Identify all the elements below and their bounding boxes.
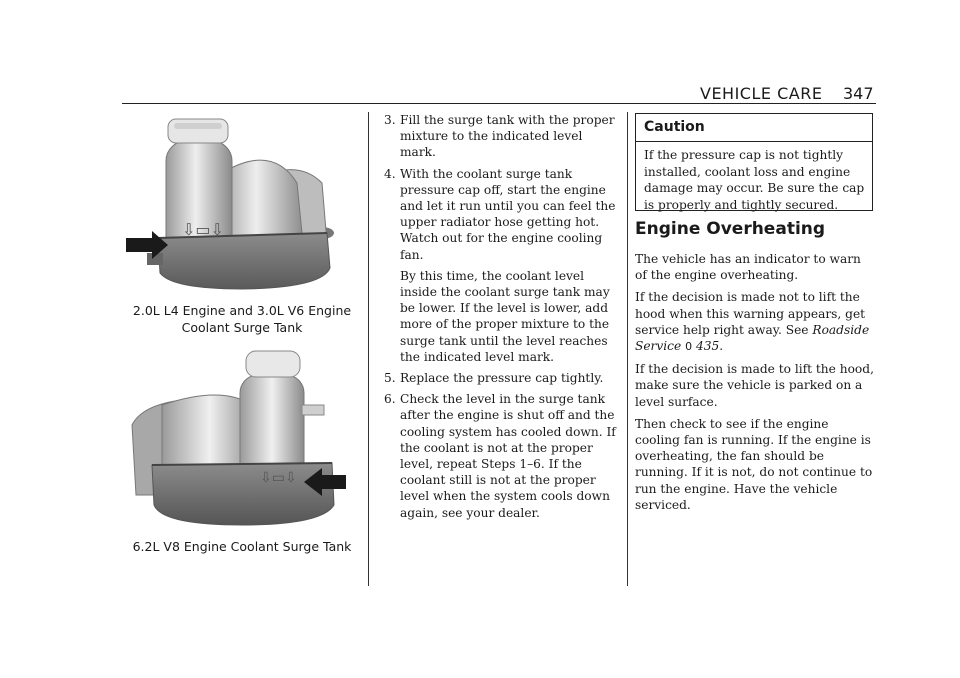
caution-title: Caution <box>644 119 705 135</box>
step-number: 5. <box>384 371 396 386</box>
step-6 <box>384 391 622 521</box>
section-heading-engine-overheating: Engine Overheating <box>635 219 826 239</box>
svg-text:⇩▭⇩: ⇩▭⇩ <box>260 470 297 486</box>
figure-surge-tank-v8 <box>122 345 352 535</box>
step-number: 3. <box>384 113 396 127</box>
header-rule <box>122 103 876 104</box>
procedure-steps <box>384 112 622 526</box>
step-text: With the coolant surge tank pressure cap off, start the engine and let it run until you can feel the upper radiator hose getting hot. Watch out for the engine cooling fan. <box>400 166 616 262</box>
paragraph: The vehicle has an indicator to warn of the engine overheating. <box>635 252 861 283</box>
overheating-body <box>635 251 875 519</box>
figure-caption-l4-v6 <box>122 302 362 336</box>
roadside-service-link[interactable]: Roadside Service <box>635 322 870 354</box>
step-3 <box>384 112 622 161</box>
caption-line-1: 2.0L L4 Engine and 3.0L V6 Engine <box>132 303 352 318</box>
step-text: Fill the surge tank with the proper mixture to the indicated level mark. <box>400 113 615 160</box>
column-divider-right <box>627 112 628 586</box>
step-number: 4. <box>384 166 396 181</box>
paragraph: Then check to see if the engine cooling fan is running. If the engine is overheating, the fan should be running. If it is not, do not continue to run the engine. Have the vehicle serviced. <box>635 416 873 512</box>
caution-box <box>635 113 873 211</box>
figure-caption-v8: 6.2L V8 Engine Coolant Surge Tank <box>132 539 352 554</box>
step-text: Check the level in the surge tank after the engine is shut off and the cooling system has cooled down. If the coolant is not at the proper level, repeat Steps 1–6. If the coolant still is not at the proper level when the system cools down again, see your dealer. <box>400 392 616 520</box>
surge-tank-v8-illustration <box>122 345 352 531</box>
paragraph-with-reference: If the decision is made not to lift the hood when this warning appears, get service help right away. See Roadside Service 0 435. <box>635 290 870 354</box>
step-4 <box>384 166 622 263</box>
figure-surge-tank-l4-v6 <box>122 113 352 303</box>
surge-tank-l4-v6-illustration <box>122 113 352 299</box>
caption-line-2: Coolant Surge Tank <box>181 320 303 335</box>
step-5 <box>384 370 622 386</box>
section-title: VEHICLE CARE <box>700 84 823 103</box>
step-4-note: By this time, the coolant level inside the coolant surge tank may be lower. If the level is lower, add more of the proper mixture to the surge tank until the level reaches the indicated level mark. <box>400 268 610 364</box>
paragraph: If the decision is made to lift the hood, make sure the vehicle is parked on a level surface. <box>635 362 874 409</box>
page-header <box>0 0 960 110</box>
column-divider-left <box>368 112 369 586</box>
page-reference-number[interactable]: 435 <box>695 339 720 354</box>
page-number: 347 <box>843 84 874 103</box>
step-number: 6. <box>384 392 396 407</box>
svg-text:⇩▭⇩: ⇩▭⇩ <box>182 220 224 239</box>
step-text: Replace the pressure cap tightly. <box>400 371 604 386</box>
page-reference-icon: 0 <box>685 340 693 354</box>
caution-text: If the pressure cap is not tightly installed, coolant loss and engine damage may occur. Be sure the cap is properly and tightly secured. <box>644 148 865 212</box>
caution-rule <box>636 141 872 142</box>
